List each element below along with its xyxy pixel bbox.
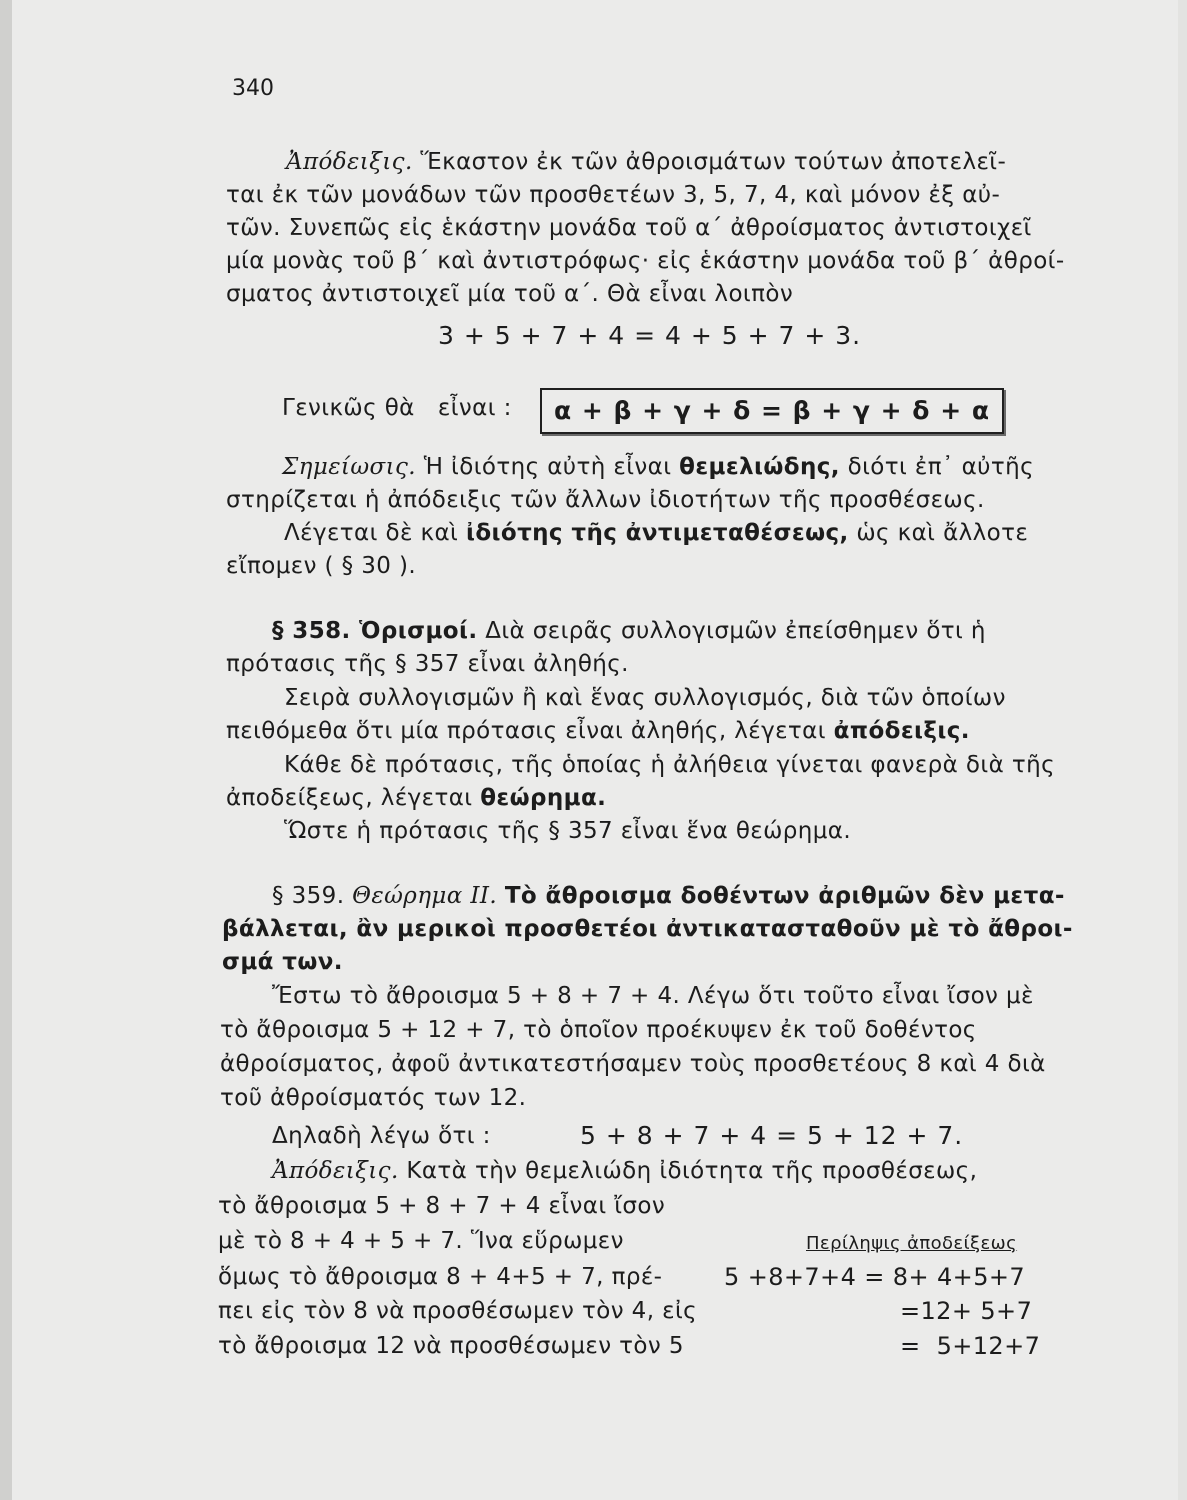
- s359-line4: τοῦ ἀθροίσματός των 12.: [220, 1085, 527, 1111]
- proof1-formula: 3 + 5 + 7 + 4 = 4 + 5 + 7 + 3.: [438, 321, 862, 350]
- proof2-line4: ὅμως τὸ ἄθροισμα 8 + 4+5 + 7, πρέ-: [218, 1264, 663, 1290]
- proof2-line3: μὲ τὸ 8 + 4 + 5 + 7. Ἵνα εὕρωμεν: [218, 1228, 624, 1254]
- proof1-line3: τῶν. Συνεπῶς εἰς ἑκάστην μονάδα τοῦ α΄ ἀθροίσματος ἀντιστοιχεῖ: [226, 215, 1032, 241]
- s359-line1: Ἔστω τὸ ἄθροισμα 5 + 8 + 7 + 4. Λέγω ὅτι τοῦτο εἶναι ἴσον μὲ: [272, 983, 1034, 1009]
- claim-label: Δηλαδὴ λέγω ὅτι :: [272, 1123, 491, 1149]
- claim-formula: 5 + 8 + 7 + 4 = 5 + 12 + 7.: [580, 1121, 964, 1150]
- proof2-line1: Ἀπόδειξις. Κατὰ τὴν θεμελιώδη ἰδιότητα τῆς προσθέσεως,: [272, 1158, 978, 1184]
- note-line2: στηρίζεται ἡ ἀπόδειξις τῶν ἄλλων ἰδιοτήτων τῆς προσθέσεως.: [226, 487, 985, 513]
- s358-line4: πειθόμεθα ὅτι μία πρότασις εἶναι ἀληθής, λέγεται ἀπόδειξις.: [226, 718, 970, 744]
- s358-line6: ἀποδείξεως, λέγεται θεώρημα.: [226, 785, 607, 811]
- s358-line5: Κάθε δὲ πρότασις, τῆς ὁποίας ἡ ἀλήθεια γίνεται φανερὰ διὰ τῆς: [284, 752, 1055, 778]
- page-number: 340: [232, 76, 274, 101]
- s358-line7: Ὥστε ἡ πρότασις τῆς § 357 εἶναι ἕνα θεώρημα.: [284, 818, 852, 844]
- s358-line2: πρότασις τῆς § 357 εἶναι ἀληθής.: [226, 651, 629, 677]
- note-line4: εἴπομεν ( § 30 ).: [226, 553, 417, 579]
- s359-line3: ἀθροίσματος, ἀφοῦ ἀντικατεστήσαμεν τοὺς προσθετέους 8 καὶ 4 διὰ: [220, 1051, 1046, 1077]
- proof2-line2: τὸ ἄθροισμα 5 + 8 + 7 + 4 εἶναι ἴσον: [218, 1193, 666, 1219]
- summary-line2: =12+ 5+7: [900, 1297, 1033, 1325]
- proof2-line6: τὸ ἄθροισμα 12 νὰ προσθέσωμεν τὸν 5: [218, 1333, 684, 1359]
- proof1-line4: μία μονὰς τοῦ β΄ καὶ ἀντιστρόφως· εἰς ἑκάστην μονάδα τοῦ β΄ ἀθροί-: [226, 248, 1065, 274]
- general-formula-box: α + β + γ + δ = β + γ + δ + α: [540, 388, 1004, 434]
- summary-line3: = 5+12+7: [900, 1332, 1041, 1360]
- proof1-line2: ται ἐκ τῶν μονάδων τῶν προσθετέων 3, 5, 7, 4, καὶ μόνον ἐξ αὐ-: [226, 182, 1001, 208]
- s359-title1: § 359. Θεώρημα ΙΙ. Τὸ ἄθροισμα δοθέντων ἀριθμῶν δὲν μετα-: [272, 883, 1065, 909]
- s359-line2: τὸ ἄθροισμα 5 + 12 + 7, τὸ ὁποῖον προέκυψεν ἐκ τοῦ δοθέντος: [220, 1017, 977, 1043]
- general-label: Γενικῶς θὰ εἶναι :: [282, 395, 512, 421]
- s358-heading: § 358. Ὁρισμοί.: [272, 618, 478, 644]
- summary-line1: 5 +8+7+4 = 8+ 4+5+7: [724, 1263, 1026, 1291]
- s359-title2: βάλλεται, ἂν μερικοὶ προσθετέοι ἀντικατασταθοῦν μὲ τὸ ἄθροι-: [222, 916, 1073, 942]
- s358-line1: § 358. Ὁρισμοί. Διὰ σειρᾶς συλλογισμῶν ἐπείσθημεν ὅτι ἡ: [272, 618, 986, 644]
- proof1-line1: Ἀπόδειξις. Ἕκαστον ἐκ τῶν ἀθροισμάτων τούτων ἀποτελεῖ-: [286, 149, 1007, 175]
- proof1-line5: σματος ἀντιστοιχεῖ μία τοῦ α΄. Θὰ εἶναι λοιπὸν: [226, 281, 794, 307]
- page-edge: [0, 0, 12, 1500]
- proof2-line5: πει εἰς τὸν 8 νὰ προσθέσωμεν τὸν 4, εἰς: [218, 1298, 698, 1324]
- note-line1: Σημείωσις. Ἡ ἰδιότης αὐτὴ εἶναι θεμελιώδης, διότι ἐπ᾽ αὐτῆς: [282, 454, 1035, 480]
- note-line3: Λέγεται δὲ καὶ ἰδιότης τῆς ἀντιμεταθέσεως, ὡς καὶ ἄλλοτε: [284, 520, 1029, 546]
- s359-title3: σμά των.: [222, 949, 343, 975]
- summary-title: Περίληψις ἀποδείξεως: [806, 1233, 1018, 1254]
- s358-line3: Σειρὰ συλλογισμῶν ἢ καὶ ἕνας συλλογισμός, διὰ τῶν ὁποίων: [284, 685, 1006, 711]
